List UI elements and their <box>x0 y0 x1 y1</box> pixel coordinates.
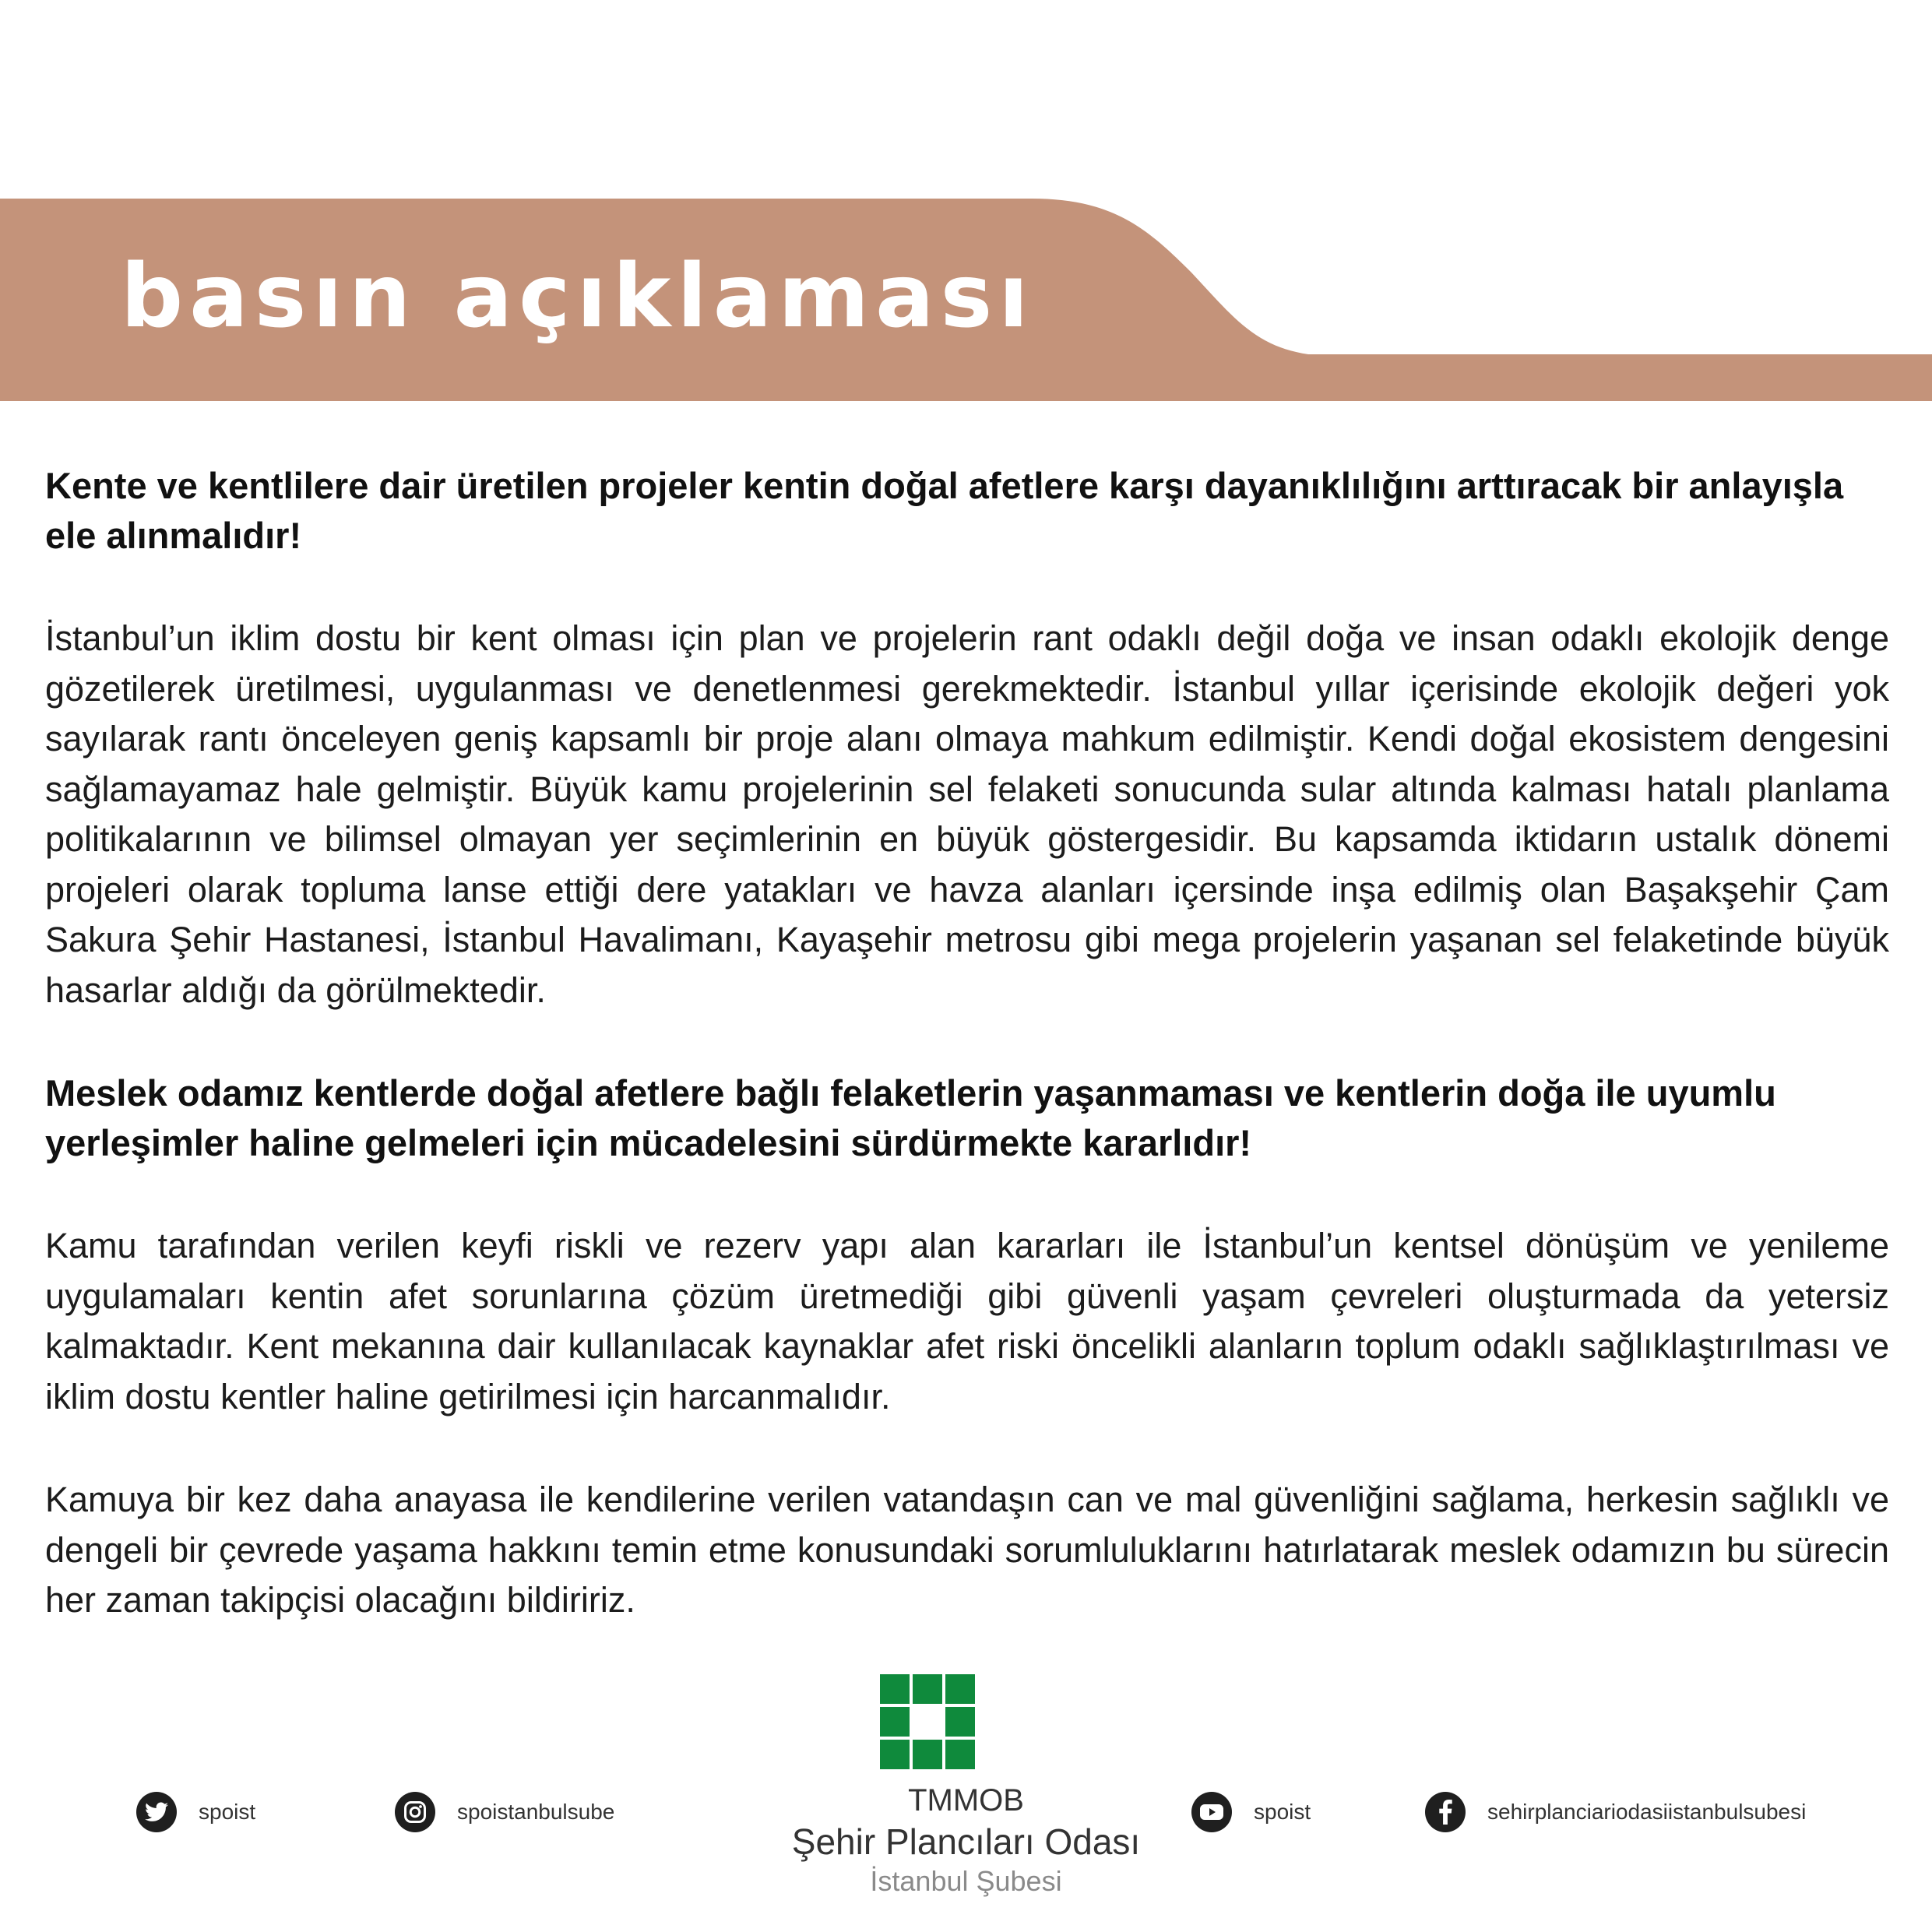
spo-logo <box>880 1674 975 1769</box>
org-tmmob: TMMOB <box>908 1783 1024 1818</box>
paragraph-3: Kamuya bir kez daha anayasa ile kendilerine verilen vatandaşın can ve mal güvenliğini sağlama, herkesin sağlıklı ve dengeli bir çevrede yaşama hakkını temin etme konusundaki sorumluluklarını hatırlatarak meslek odamızın bu sürecin her zaman takipçisi olacağını bildiririz. <box>45 1480 1889 1620</box>
instagram-handle: spoistanbulsube <box>457 1800 615 1824</box>
heading-1: Kente ve kentlilere dair üretilen projeler kentin doğal afetlere karşı dayanıklılığını arttıracak bir anlayışla ele alınmalıdır! <box>45 465 1844 556</box>
paragraph-2: Kamu tarafından verilen keyfi riskli ve rezerv yapı alan kararları ile İstanbul’un kentsel dönüşüm ve yenileme uygulamaları kentin afet sorunlarına çözüm üretmediği gibi güvenli yaşam çevreleri oluşturmada da yetersiz kalmaktadır. Kent mekanına dair kullanılacak kaynaklar afet riski öncelikli alanların toplum odaklı sağlıklaştırılması ve iklim dostu kentler haline getirilmesi için harcanmalıdır. <box>45 1226 1889 1416</box>
org-name: Şehir Plancıları Odası <box>791 1821 1141 1862</box>
org-branch: İstanbul Şubesi <box>870 1865 1062 1897</box>
twitter-handle: spoist <box>199 1800 256 1824</box>
press-release-body <box>45 461 1889 1679</box>
org-name-wrap <box>0 1821 1932 1862</box>
facebook-handle: sehirplanciariodasiistanbulsubesi <box>1487 1800 1807 1824</box>
header-title: basın açıklaması <box>121 246 1035 347</box>
youtube-handle: spoist <box>1254 1800 1311 1824</box>
heading-2: Meslek odamız kentlerde doğal afetlere bağlı felaketlerin yaşanmaması ve kentlerin doğa ile uyumlu yerleşimler haline gelmeleri için mücadelesini sürdürmekte kararlıdır! <box>45 1072 1776 1163</box>
spo-logo-grid-icon <box>880 1674 975 1769</box>
paragraph-1: İstanbul’un iklim dostu bir kent olması için plan ve projelerin rant odaklı değil doğa ve insan odaklı ekolojik denge gözetilerek üretilmesi, uygulanması ve denetlenmesi gerekmektedir. İstanbul yıllar içerisinde ekolojik değeri yok sayılarak rantı önceleyen geniş kapsamlı bir proje alanı olmaya mahkum edilmiştir. Kendi doğal ekosistem dengesini sağlamayamaz hale gelmiştir. Büyük kamu projelerinin sel felaketi sonucunda sular altında kalması hatalı planlama politikalarının ve bilimsel olmayan yer seçimlerinin en büyük göstergesidir. Bu kapsamda iktidarın ustalık dönemi projeleri olarak topluma lanse ettiği dere yatakları ve havza alanları içersinde inşa edilmiş olan Başakşehir Çam Sakura Şehir Hastanesi, İstanbul Havalimanı, Kayaşehir metrosu gibi mega projelerin yaşanan sel felaketinde büyük hasarlar aldığı da görülmektedir. <box>45 618 1889 1010</box>
